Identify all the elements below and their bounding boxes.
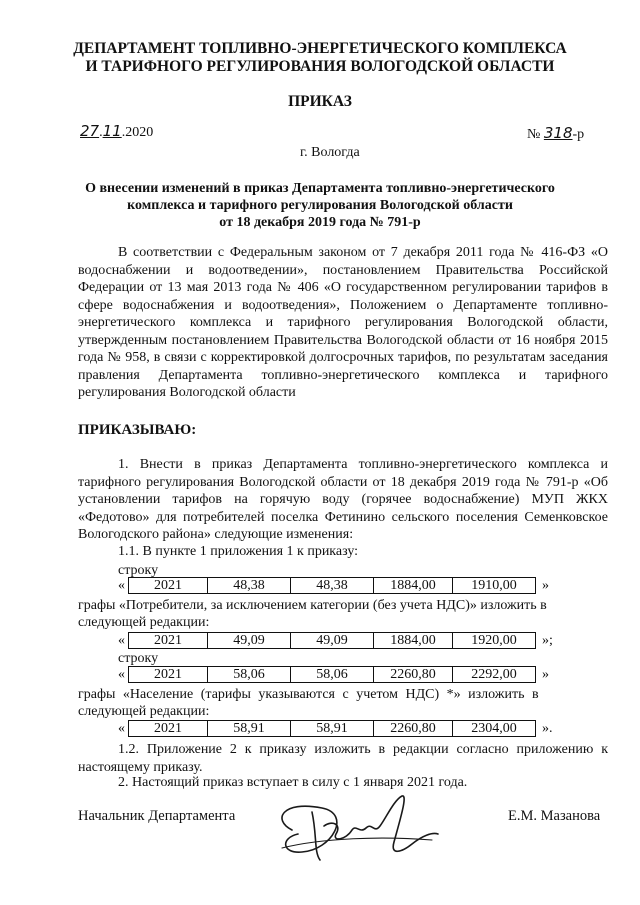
number-suffix: -р xyxy=(572,127,585,142)
cell-value: 58,91 xyxy=(291,721,374,737)
quote-close: » xyxy=(542,577,549,593)
tariff-table-1 xyxy=(128,577,536,594)
subject-line3: от 18 декабря 2019 года № 791-р xyxy=(219,215,421,230)
cell-value: 2292,00 xyxy=(453,667,536,683)
cell-value: 48,38 xyxy=(208,578,291,594)
city: г. Вологда xyxy=(300,145,360,160)
word-stroku-2: строку xyxy=(118,651,159,666)
signatory-name: Е.М. Мазанова xyxy=(508,808,601,824)
document-number xyxy=(527,124,584,143)
cell-value: 2260,80 xyxy=(374,667,453,683)
edition-text-1: следующей редакции: xyxy=(78,615,210,630)
item-1-1: 1.1. В пункте 1 приложения 1 к приказу: xyxy=(118,544,359,559)
department-title-line2: И ТАРИФНОГО РЕГУЛИРОВАНИЯ ВОЛОГОДСКОЙ ОБЛАСТИ xyxy=(85,58,555,75)
cell-value: 1884,00 xyxy=(374,633,453,649)
tariff-table-3 xyxy=(128,666,536,683)
quote-open: « xyxy=(118,632,125,648)
document-type: ПРИКАЗ xyxy=(288,93,352,110)
edition-text-2: следующей редакции: xyxy=(78,704,210,719)
cell-value: 2304,00 xyxy=(453,721,536,737)
number-sign: № xyxy=(527,127,541,142)
date-month: 11 xyxy=(102,122,122,140)
date-day: 27 xyxy=(80,122,100,140)
date-year: .2020 xyxy=(121,125,154,140)
word-stroku-1: строку xyxy=(118,563,159,578)
subject-line1: О внесении изменений в приказ Департамента топливно-энергетического xyxy=(85,181,555,196)
subject-line2: комплекса и тарифного регулирования Вологодской области xyxy=(127,198,513,213)
signatory-position: Начальник Департамента xyxy=(78,808,236,824)
number-value: 318 xyxy=(543,124,573,142)
preamble-paragraph: В соответствии с Федеральным законом от 7 декабря 2011 года № 416-ФЗ «О водоснабжении и водоотведении», постановлением Правительства Российской Федерации от 13 мая 2013 года № 406 «О государственном регулировании тарифов в сфере водоснабжения и водоотведения», Положением о Департаменте топливно-энергетического комплекса и тарифного регулирования Вологодской области, утвержденным постановлением Правительства Вологодской области от 16 ноября 2015 года № 958, в связи с корректировкой долгосрочных тарифов, по результатам заседания правления Департамента топливно-энергетического комплекса и тарифного регулирования Вологодской области xyxy=(78,245,608,400)
cell-year: 2021 xyxy=(129,633,208,649)
quote-close: ». xyxy=(542,720,553,736)
cell-value: 58,06 xyxy=(208,667,291,683)
quote-open: « xyxy=(118,720,125,736)
item-2: 2. Настоящий приказ вступает в силу с 1 января 2021 года. xyxy=(118,775,468,790)
cell-year: 2021 xyxy=(129,721,208,737)
quote-close: »; xyxy=(542,632,553,648)
department-title-line1: ДЕПАРТАМЕНТ ТОПЛИВНО-ЭНЕРГЕТИЧЕСКОГО КОМПЛЕКСА xyxy=(73,40,567,57)
cell-value: 1910,00 xyxy=(453,578,536,594)
cell-value: 48,38 xyxy=(291,578,374,594)
graph-1-text: графы «Потребители, за исключением категории (без учета НДС)» изложить в xyxy=(78,598,547,613)
quote-open: « xyxy=(118,577,125,593)
tariff-row-4 xyxy=(118,720,553,737)
item-1-2-paragraph: 1.2. Приложение 2 к приказу изложить в редакции согласно приложению к настоящему приказу. xyxy=(78,742,608,775)
tariff-table-2 xyxy=(128,632,536,649)
order-subject xyxy=(60,180,580,231)
item-1-paragraph: 1. Внести в приказ Департамента топливно-энергетического комплекса и тарифного регулирования Вологодской области от 18 декабря 2019 года № 791-р «Об установлении тарифов на горячую воду (горячее водоснабжение) МУП ЖКХ «Федотово» для потребителей поселка Фетинино сельского поселения Семенковское Вологодского района» следующие изменения: xyxy=(78,457,608,542)
cell-value: 58,06 xyxy=(291,667,374,683)
cell-value: 58,91 xyxy=(208,721,291,737)
cell-value: 49,09 xyxy=(291,633,374,649)
tariff-row-1 xyxy=(118,577,549,594)
document-date: 27.11.2020 xyxy=(80,122,154,140)
tariff-table-4 xyxy=(128,720,536,737)
cell-value: 1920,00 xyxy=(453,633,536,649)
cell-year: 2021 xyxy=(129,667,208,683)
quote-close: » xyxy=(542,666,549,682)
quote-open: « xyxy=(118,666,125,682)
graph-2-text: графы «Население (тарифы указываются с учетом НДС) *» изложить в xyxy=(78,687,539,702)
cell-value: 1884,00 xyxy=(374,578,453,594)
order-word: ПРИКАЗЫВАЮ: xyxy=(78,422,197,438)
cell-value: 49,09 xyxy=(208,633,291,649)
tariff-row-2 xyxy=(118,632,553,649)
cell-year: 2021 xyxy=(129,578,208,594)
handwritten-signature xyxy=(262,790,452,870)
tariff-row-3 xyxy=(118,666,549,683)
cell-value: 2260,80 xyxy=(374,721,453,737)
